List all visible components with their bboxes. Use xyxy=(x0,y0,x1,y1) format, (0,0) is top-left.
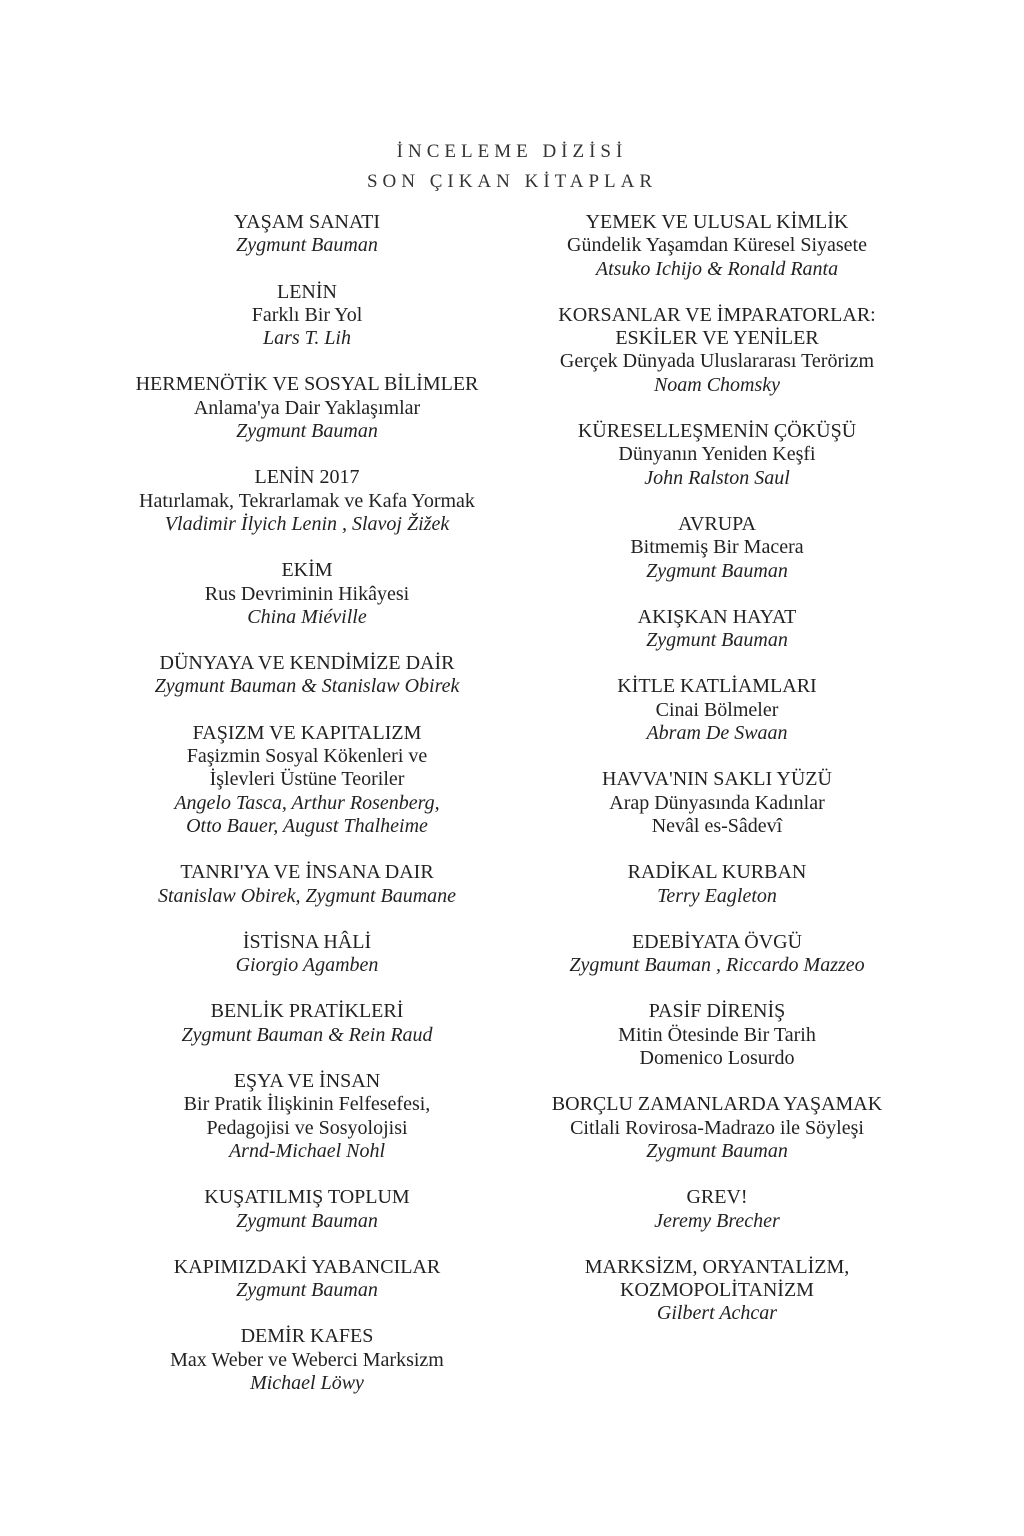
book-entry xyxy=(497,931,937,978)
book-author: John Ralston Saul xyxy=(644,466,790,489)
book-author: Giorgio Agamben xyxy=(235,954,379,977)
book-title: MARKSİZM, ORYANTALİZM, xyxy=(584,1255,850,1278)
book-entry xyxy=(86,1325,528,1395)
book-author: Abram De Swaan xyxy=(646,722,788,745)
book-title: AVRUPA xyxy=(678,512,756,535)
book-entry xyxy=(497,861,937,908)
book-title: EKİM xyxy=(281,559,333,582)
book-entry xyxy=(86,1256,528,1303)
book-subtitle: İşlevleri Üstüne Teoriler xyxy=(209,768,405,791)
book-author: China Miéville xyxy=(247,605,367,628)
book-entry xyxy=(86,281,528,351)
book-subtitle: Cinai Bölmeler xyxy=(655,698,779,721)
book-entry xyxy=(86,373,528,443)
book-title: İSTİSNA HÂLİ xyxy=(242,930,372,953)
book-entry xyxy=(497,1000,937,1070)
book-title: AKIŞKAN HAYAT xyxy=(637,605,797,628)
book-title: BENLİK PRATİKLERİ xyxy=(210,1000,404,1023)
book-title: GREV! xyxy=(686,1186,748,1209)
book-entry xyxy=(86,722,528,838)
book-author: Atsuko Ichijo & Ronald Ranta xyxy=(595,257,839,280)
book-subtitle: Bitmemiş Bir Macera xyxy=(630,536,804,559)
book-author: Vladimir İlyich Lenin , Slavoj Žižek xyxy=(164,512,450,535)
book-subtitle: Gerçek Dünyada Uluslararası Terörizm xyxy=(559,350,875,373)
book-author: Nevâl es-Sâdevî xyxy=(651,814,783,837)
book-title: YAŞAM SANATI xyxy=(233,211,381,233)
book-subtitle: Pedagojisi ve Sosyolojisi xyxy=(206,1116,408,1139)
book-author: Zygmunt Bauman xyxy=(236,234,378,257)
book-entry xyxy=(497,211,937,281)
series-header xyxy=(0,137,1024,197)
series-name: İNCELEME DİZİSİ xyxy=(396,141,628,162)
book-entry xyxy=(497,1186,937,1233)
book-subtitle: Gündelik Yaşamdan Küresel Siyasete xyxy=(567,234,867,257)
book-title: DÜNYAYA VE KENDİMİZE DAİR xyxy=(159,652,455,675)
book-title: YEMEK VE ULUSAL KİMLİK xyxy=(585,211,849,233)
book-subtitle: Anlama'ya Dair Yaklaşımlar xyxy=(193,396,421,419)
book-entry xyxy=(497,513,937,583)
book-title: LENİN 2017 xyxy=(254,466,360,489)
book-title: KUŞATILMIŞ TOPLUM xyxy=(204,1186,410,1209)
book-title: LENİN xyxy=(277,280,337,303)
book-title: BORÇLU ZAMANLARDA YAŞAMAK xyxy=(551,1093,883,1116)
book-entry xyxy=(86,652,528,699)
book-author: Arnd-Michael Nohl xyxy=(228,1139,386,1162)
book-entry xyxy=(86,559,528,629)
book-author: Angelo Tasca, Arthur Rosenberg, xyxy=(174,791,440,814)
book-subtitle: Citlali Rovirosa-Madrazo ile Söyleşi xyxy=(570,1116,864,1139)
book-entry xyxy=(497,304,937,397)
book-subtitle: Farklı Bir Yol xyxy=(251,303,363,326)
book-author: Zygmunt Bauman xyxy=(236,420,378,443)
book-title: KÜRESELLEŞMENİN ÇÖKÜŞÜ xyxy=(577,420,857,443)
book-author: Zygmunt Bauman xyxy=(646,629,788,652)
book-author: Zygmunt Bauman xyxy=(236,1209,378,1232)
book-author: Zygmunt Bauman xyxy=(646,559,788,582)
book-title: ESKİLER VE YENİLER xyxy=(615,327,819,350)
book-author: Terry Eagleton xyxy=(657,884,777,907)
book-list-right-column xyxy=(497,211,937,1349)
book-subtitle: Rus Devriminin Hikâyesi xyxy=(204,582,410,605)
book-author: Zygmunt Bauman xyxy=(646,1139,788,1162)
book-subtitle: Hatırlamak, Tekrarlamak ve Kafa Yormak xyxy=(139,489,475,512)
book-subtitle: Dünyanın Yeniden Keşfi xyxy=(618,443,816,466)
book-title: FAŞIZM VE KAPITALIZM xyxy=(192,721,422,744)
book-author: Noam Chomsky xyxy=(653,373,781,396)
book-entry xyxy=(86,1000,528,1047)
book-author: Zygmunt Bauman , Riccardo Mazzeo xyxy=(569,954,865,977)
book-subtitle: Max Weber ve Weberci Marksizm xyxy=(170,1348,444,1371)
book-entry xyxy=(497,1093,937,1163)
book-title: DEMİR KAFES xyxy=(240,1325,374,1348)
book-title: KAPIMIZDAKİ YABANCILAR xyxy=(173,1255,441,1278)
book-title: HAVVA'NIN SAKLI YÜZÜ xyxy=(602,768,832,791)
book-author: Zygmunt Bauman & Stanislaw Obirek xyxy=(154,675,460,698)
book-title: EŞYA VE İNSAN xyxy=(233,1070,381,1093)
book-subtitle: Bir Pratik İlişkinin Felfesefesi, xyxy=(183,1093,431,1116)
book-author: Zygmunt Bauman & Rein Raud xyxy=(181,1023,433,1046)
book-author: Otto Bauer, August Thalheime xyxy=(186,814,428,837)
book-title: KOZMOPOLİTANİZM xyxy=(620,1279,814,1302)
book-entry xyxy=(497,606,937,653)
book-list-left-column xyxy=(86,211,528,1418)
book-title: KORSANLAR VE İMPARATORLAR: xyxy=(558,303,876,326)
book-subtitle: Mitin Ötesinde Bir Tarih xyxy=(618,1023,816,1046)
book-author: Lars T. Lih xyxy=(262,327,351,350)
book-title: HERMENÖTİK VE SOSYAL BİLİMLER xyxy=(135,373,479,396)
book-entry xyxy=(497,420,937,490)
book-entry xyxy=(86,861,528,908)
book-author: Jeremy Brecher xyxy=(654,1209,780,1232)
book-entry xyxy=(497,768,937,838)
book-title: TANRI'YA VE İNSANA DAIR xyxy=(180,861,434,884)
book-entry xyxy=(497,1256,937,1326)
book-entry xyxy=(86,211,528,258)
book-entry xyxy=(497,675,937,745)
book-entry xyxy=(86,1186,528,1233)
book-author: Domenico Losurdo xyxy=(639,1047,795,1070)
book-author: Zygmunt Bauman xyxy=(236,1279,378,1302)
book-entry xyxy=(86,931,528,978)
book-title: KİTLE KATLİAMLARI xyxy=(617,675,817,698)
book-entry xyxy=(86,1070,528,1163)
series-subheading: SON ÇIKAN KİTAPLAR xyxy=(366,171,658,192)
book-title: EDEBİYATA ÖVGÜ xyxy=(631,930,803,953)
book-author: Stanislaw Obirek, Zygmunt Baumane xyxy=(157,884,457,907)
book-author: Michael Löwy xyxy=(250,1371,364,1394)
book-title: PASİF DİRENİŞ xyxy=(648,1000,786,1023)
book-title: RADİKAL KURBAN xyxy=(627,861,807,884)
book-author: Gilbert Achcar xyxy=(656,1302,778,1325)
book-subtitle: Faşizmin Sosyal Kökenleri ve xyxy=(186,745,428,768)
book-subtitle: Arap Dünyasında Kadınlar xyxy=(609,791,825,814)
book-entry xyxy=(86,466,528,536)
